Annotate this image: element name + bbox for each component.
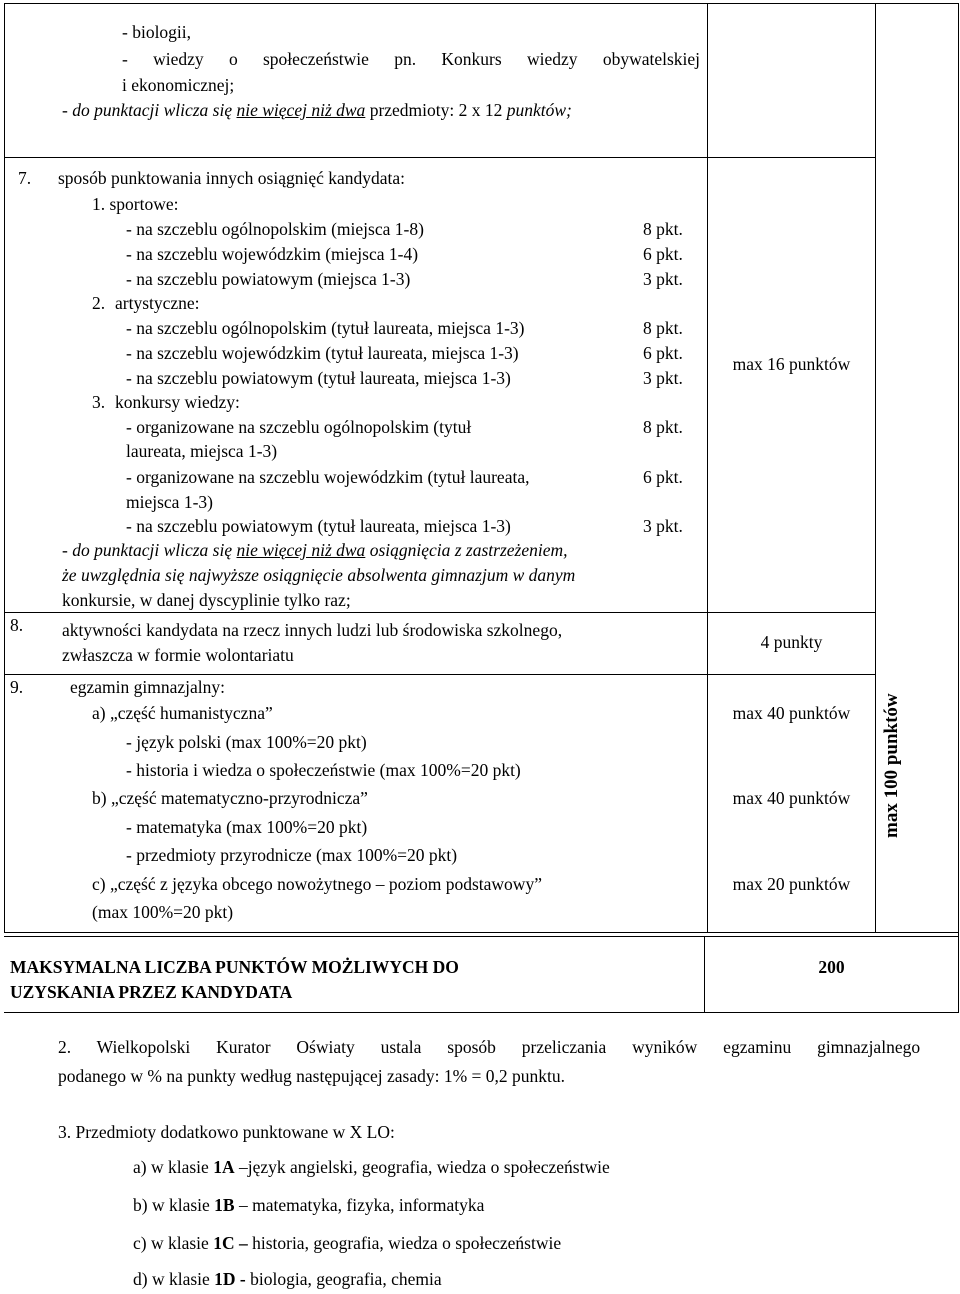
sport-points-voivodeship: 6 pkt. <box>643 244 683 264</box>
table-border-bottom <box>4 1012 959 1013</box>
exam-part-c: c) „część z języka obcego nowożytnego – poziom podstawowy” <box>92 874 542 894</box>
knowledge-row-national: - organizowane na szczeblu ogólnopolskim (tytuł <box>126 417 472 437</box>
section-9-number: 9. <box>10 677 24 697</box>
exam-part-b: b) „część matematyczno-przyrodnicza” <box>92 788 368 808</box>
exam-part-c-max: (max 100%=20 pkt) <box>92 902 234 922</box>
section-8-points: 4 punkty <box>760 632 823 652</box>
knowledge-number: 3. <box>92 392 106 412</box>
achievements-note-line2: że uwzględnia się najwyższe osiągnięcie absolwenta gimnazjum w danym <box>62 565 576 585</box>
table-rule <box>708 612 875 613</box>
knowledge-row-county: - na szczeblu powiatowym (tytuł laureata, miejsca 1-3) <box>126 516 511 536</box>
sport-row-voivodeship: - na szczeblu wojewódzkim (miejsca 1-4) <box>126 244 419 264</box>
knowledge-row-national-cont: laureata, miejsca 1-3) <box>126 441 278 461</box>
table-rule <box>4 932 959 933</box>
art-number: 2. <box>92 293 106 313</box>
art-points-national: 8 pkt. <box>643 318 683 338</box>
knowledge-row-voivodeship-cont: miejsca 1-3) <box>126 492 213 512</box>
sport-heading: 1. sportowe: <box>92 194 179 214</box>
paragraph-2-line1: 2. Wielkopolski Kurator Oświaty ustala sposób przeliczania wyników egzaminu gimnazjalnego <box>58 1037 921 1057</box>
table-border-top <box>4 3 959 4</box>
top-line-economics: i ekonomicznej; <box>122 75 235 95</box>
art-points-voivodeship: 6 pkt. <box>643 343 683 363</box>
exam-part-a-polish: - język polski (max 100%=20 pkt) <box>126 732 367 752</box>
achievements-note-line3: konkursie, w danej dyscyplinie tylko raz; <box>62 590 351 610</box>
top-line-biology: - biologii, <box>122 22 192 42</box>
section-8-line2: zwłaszcza w formie wolontariatu <box>62 645 294 665</box>
sport-points-county: 3 pkt. <box>643 269 683 289</box>
knowledge-heading: konkursy wiedzy: <box>115 392 240 412</box>
max-total-vertical: max 100 punktów <box>881 693 902 838</box>
class-1c-subjects: c) w klasie 1C – historia, geografia, wiedza o społeczeństwie <box>133 1233 562 1253</box>
table-rule <box>4 674 875 675</box>
sport-row-national: - na szczeblu ogólnopolskim (miejsca 1-8) <box>126 219 424 239</box>
exam-part-a-points: max 40 punktów <box>732 703 851 723</box>
max-points-label-line1: MAKSYMALNA LICZBA PUNKTÓW MOŻLIWYCH DO <box>10 957 459 977</box>
class-1a-subjects: a) w klasie 1A –język angielski, geografia, wiedza o społeczeństwie <box>133 1157 610 1177</box>
art-row-voivodeship: - na szczeblu wojewódzkim (tytuł laureata, miejsca 1-3) <box>126 343 519 363</box>
sport-points-national: 8 pkt. <box>643 219 683 239</box>
table-rule <box>4 157 875 158</box>
max-points-label-line2: UZYSKANIA PRZEZ KANDYDATA <box>10 982 293 1002</box>
section-8-number: 8. <box>10 615 24 635</box>
table-rule <box>4 612 708 613</box>
exam-part-b-math: - matematyka (max 100%=20 pkt) <box>126 817 368 837</box>
art-row-national: - na szczeblu ogólnopolskim (tytuł laureata, miejsca 1-3) <box>126 318 525 338</box>
art-row-county: - na szczeblu powiatowym (tytuł laureata, miejsca 1-3) <box>126 368 511 388</box>
table-border-left <box>4 3 5 933</box>
section-7-title: sposób punktowania innych osiągnięć kandydata: <box>58 168 406 188</box>
table-border-right <box>958 3 959 1013</box>
exam-part-a: a) „część humanistyczna” <box>92 703 273 723</box>
knowledge-points-county: 3 pkt. <box>643 516 683 536</box>
section-8-line1: aktywności kandydata na rzecz innych ludzi lub środowiska szkolnego, <box>62 620 563 640</box>
top-line-scoring-note: - do punktacji wlicza się nie więcej niż dwa przedmioty: 2 x 12 punktów; <box>62 100 572 120</box>
table-divider-col2 <box>875 3 876 933</box>
top-line-society: - wiedzy o społeczeństwie pn. Konkurs wiedzy obywatelskiej <box>122 49 701 69</box>
art-heading: artystyczne: <box>115 293 200 313</box>
sport-row-county: - na szczeblu powiatowym (miejsca 1-3) <box>126 269 411 289</box>
art-points-county: 3 pkt. <box>643 368 683 388</box>
exam-part-c-points: max 20 punktów <box>732 874 851 894</box>
section-9-title: egzamin gimnazjalny: <box>70 677 226 697</box>
max-points-value: 200 <box>818 957 845 977</box>
paragraph-2-line2: podanego w % na punkty według następującej zasady: 1% = 0,2 punktu. <box>58 1066 566 1086</box>
exam-part-b-science: - przedmioty przyrodnicze (max 100%=20 pkt) <box>126 845 458 865</box>
exam-part-a-history: - historia i wiedza o społeczeństwie (max 100%=20 pkt) <box>126 760 521 780</box>
class-1d-subjects: d) w klasie 1D - biologia, geografia, chemia <box>133 1269 442 1289</box>
section-7-points: max 16 punktów <box>732 354 851 374</box>
achievements-note-line1: - do punktacji wlicza się nie więcej niż dwa osiągnięcia z zastrzeżeniem, <box>62 540 568 560</box>
exam-part-b-points: max 40 punktów <box>732 788 851 808</box>
table-rule <box>4 936 959 937</box>
paragraph-3-title: 3. Przedmioty dodatkowo punktowane w X LO: <box>58 1122 395 1142</box>
knowledge-points-voivodeship: 6 pkt. <box>643 467 683 487</box>
knowledge-points-national: 8 pkt. <box>643 417 683 437</box>
section-7-number: 7. <box>18 168 32 188</box>
class-1b-subjects: b) w klasie 1B – matematyka, fizyka, informatyka <box>133 1195 485 1215</box>
knowledge-row-voivodeship: - organizowane na szczeblu wojewódzkim (tytuł laureata, <box>126 467 530 487</box>
